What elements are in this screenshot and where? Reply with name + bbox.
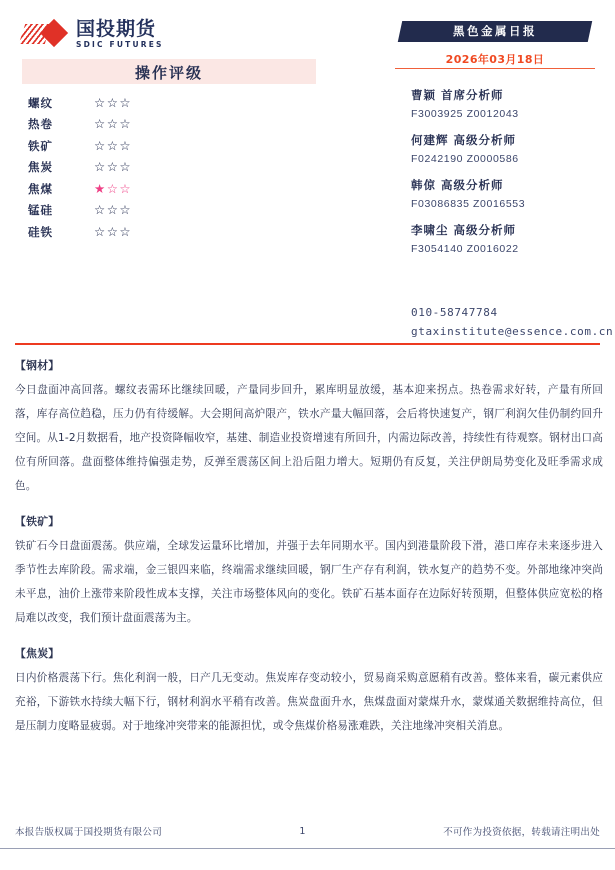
rating-stars: ★☆☆: [94, 180, 133, 196]
rating-commodity-name: 锰硅: [28, 203, 53, 218]
logo-text: [76, 17, 164, 49]
rating-stars: ☆☆☆: [94, 137, 133, 153]
logo-english-name: SDIC FUTURES: [76, 39, 164, 49]
section-iron-ore: [15, 512, 603, 630]
sdic-diamond-logo-icon: [22, 20, 70, 48]
report-date: 2026年03月18日: [445, 53, 545, 66]
rating-row: [22, 221, 322, 243]
section-heading: 【钢材】: [15, 359, 60, 372]
section-heading: 【铁矿】: [15, 515, 60, 528]
rating-row: [22, 92, 322, 114]
rating-commodity-name: 铁矿: [28, 138, 53, 153]
rating-row: [22, 200, 322, 222]
analyst-name: 何建辉 高级分析师: [411, 133, 517, 147]
analyst-license-codes: F03086835 Z0016553: [411, 198, 526, 210]
rating-stars: ☆☆☆: [94, 202, 133, 217]
analyst-entry: [411, 86, 611, 124]
analyst-list: [411, 86, 611, 266]
rating-row: [22, 157, 322, 179]
company-logo: [22, 17, 164, 51]
analyst-name: 韩倞 高级分析师: [411, 178, 504, 192]
section-steel: [15, 356, 603, 498]
report-body: [15, 356, 603, 752]
rating-commodity-name: 硅铁: [28, 224, 53, 239]
rating-panel-title-band: [22, 59, 316, 84]
contact-phone[interactable]: 010-58747784: [411, 306, 498, 319]
rating-stars: ☆☆☆: [94, 94, 133, 110]
rating-commodity-name: 热卷: [28, 117, 53, 132]
report-header: [0, 0, 615, 345]
footer-copyright: 本报告版权属于国投期货有限公司: [15, 827, 163, 838]
section-paragraph: 铁矿石今日盘面震荡。供应端，全球发运量环比增加，并强于去年同期水平。国内到港量阶段下滑，港口库存未来逐步进入季节性去库阶段。需求端，金三银四来临，终端需求继续回暖，钢厂生产存有利润，铁水复产的趋势不变。外部地缘冲突尚未平息，油价上涨带来阶段性成本支撑，关注市场整体风向的变化。铁矿石基本面存在边际好转预期，但整体供应宽松的格局难以改变，我们预计盘面震荡为主。: [15, 540, 603, 624]
footer-disclaimer: 不可作为投资依据，转载请注明出处: [443, 827, 600, 838]
analyst-license-codes: F0242190 Z0000586: [411, 153, 519, 165]
report-date-rule: [395, 68, 595, 69]
analyst-license-codes: F3054140 Z0016022: [411, 243, 519, 255]
report-title: 黑色金属日报: [453, 24, 537, 38]
analyst-name: 曹颖 首席分析师: [411, 88, 504, 102]
rating-commodity-name: 螺纹: [28, 95, 53, 110]
analyst-name: 李啸尘 高级分析师: [411, 223, 517, 237]
rating-row: [22, 114, 322, 136]
section-paragraph: 今日盘面冲高回落。螺纹表需环比继续回暖，产量同步回升，累库明显放缓，基本迎来拐点。热卷需求好转，产量有所回落，库存高位趋稳，压力仍有待缓解。大会期间高炉限产，铁水产量大幅回落，会后将快速复产，钢厂利润欠佳仍制约回升空间。从1-2月数据看，地产投资降幅收窄，基建、制造业投资增速有所回升，内需边际改善，持续性有待观察。钢材出口高位有所回落。盘面整体维持偏强走势，反弹至震荡区间上沿后阻力增大。短期仍有反复，关注伊朗局势变化及旺季需求成色。: [15, 384, 603, 492]
footer-divider: [0, 848, 615, 849]
contact-block: [411, 303, 614, 341]
logo-chinese-name: 国投期货: [76, 17, 157, 40]
header-divider: [15, 343, 600, 345]
footer-page-number: 1: [299, 825, 306, 837]
page-footer: [15, 824, 600, 838]
analyst-entry: [411, 131, 611, 169]
analyst-license-codes: F3003925 Z0012043: [411, 108, 519, 120]
section-paragraph: 日内价格震荡下行。焦化利润一般，日产几无变动。焦炭库存变动较小，贸易商采购意愿稍有改善。整体来看，碳元素供应充裕，下游铁水持续大幅下行，钢材利润水平稍有改善。焦炭盘面升水，焦煤盘面对蒙煤升水，蒙煤通关数据维持高位，但是压制力度略显疲弱。对于地缘冲突带来的能源担忧，或令焦煤价格易涨难跌，关注地缘冲突相关消息。: [15, 672, 603, 732]
rating-list: [22, 92, 322, 243]
rating-row: [22, 178, 322, 200]
rating-stars: ☆☆☆: [94, 116, 133, 131]
rating-commodity-name: 焦炭: [28, 160, 53, 175]
rating-stars: ☆☆☆: [94, 159, 133, 174]
analyst-entry: [411, 221, 611, 259]
rating-panel-title: 操作评级: [134, 64, 203, 82]
section-heading: 【焦炭】: [15, 647, 60, 660]
rating-commodity-name: 焦煤: [28, 181, 53, 196]
rating-row: [22, 135, 322, 157]
section-coke: [15, 644, 603, 738]
analyst-entry: [411, 176, 611, 214]
rating-stars: ☆☆☆: [94, 223, 133, 239]
contact-email[interactable]: gtaxinstitute@essence.com.cn: [411, 325, 614, 338]
